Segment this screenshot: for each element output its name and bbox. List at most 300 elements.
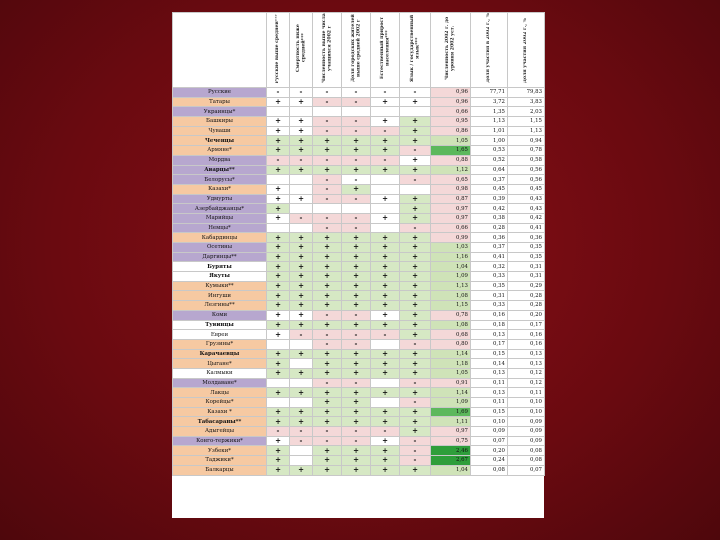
value-cell-v3: 1,13 (508, 126, 545, 136)
indicator-cell: + (342, 407, 371, 417)
indicator-cell: + (290, 146, 313, 156)
value-cell-v3: 0,07 (508, 465, 545, 475)
value-cell-v2: 0,64 (471, 165, 508, 175)
indicator-cell: + (371, 117, 400, 127)
indicator-cell: + (267, 136, 290, 146)
ethnic-group-name: Узбеки* (173, 446, 267, 456)
ethnic-group-name: Немцы* (173, 223, 267, 233)
indicator-cell: + (371, 388, 400, 398)
value-cell-v1: 1,12 (431, 165, 471, 175)
table-row (173, 330, 545, 340)
indicator-cell: + (290, 291, 313, 301)
value-cell-v1: 0,75 (431, 436, 471, 446)
indicator-cell: + (267, 126, 290, 136)
value-cell-v1: 0,97 (431, 213, 471, 223)
indicator-cell: + (342, 146, 371, 156)
value-cell-v2: 0,18 (471, 320, 508, 330)
indicator-cell: + (371, 213, 400, 223)
indicator-cell (400, 184, 431, 194)
indicator-cell: + (267, 291, 290, 301)
indicator-cell: + (290, 417, 313, 427)
indicator-cell: - (313, 117, 342, 127)
indicator-cell: + (290, 320, 313, 330)
indicator-cell: + (400, 349, 431, 359)
indicator-cell: + (267, 165, 290, 175)
indicator-cell: - (342, 155, 371, 165)
value-cell-v1: 0,66 (431, 107, 471, 117)
value-cell-v1: 0,80 (431, 339, 471, 349)
ethnic-group-name: Коми (173, 310, 267, 320)
indicator-cell: + (342, 349, 371, 359)
table-row (173, 291, 545, 301)
table-row (173, 388, 545, 398)
indicator-cell: + (313, 359, 342, 369)
indicator-cell: - (313, 427, 342, 437)
value-cell-v1: 0,65 (431, 175, 471, 185)
ethnic-group-name: Даргинцы** (173, 252, 267, 262)
table-row (173, 320, 545, 330)
value-cell-v1: 1,04 (431, 262, 471, 272)
indicator-cell: - (342, 97, 371, 107)
value-cell-v1: 1,09 (431, 398, 471, 408)
indicator-cell (267, 107, 290, 117)
indicator-cell: + (400, 243, 431, 253)
indicator-cell: + (313, 398, 342, 408)
indicator-cell: + (313, 136, 342, 146)
indicator-cell: + (267, 252, 290, 262)
value-cell-v3: 0,12 (508, 378, 545, 388)
indicator-cell: + (342, 320, 371, 330)
table-row (173, 194, 545, 204)
table-row (173, 252, 545, 262)
indicator-cell: + (267, 243, 290, 253)
indicator-cell: + (371, 291, 400, 301)
indicator-cell: + (371, 146, 400, 156)
value-cell-v1: 1,14 (431, 349, 471, 359)
indicator-cell: + (400, 417, 431, 427)
indicator-cell: + (267, 204, 290, 214)
indicator-cell: - (342, 117, 371, 127)
value-cell-v3: 0,08 (508, 456, 545, 466)
indicator-cell (290, 378, 313, 388)
table-row (173, 204, 545, 214)
header-cell: Доля участия в 2002 г., % (471, 13, 508, 88)
value-cell-v3: 0,43 (508, 194, 545, 204)
value-cell-v3: 0,10 (508, 407, 545, 417)
value-cell-v3: 0,08 (508, 446, 545, 456)
value-cell-v2: 0,38 (471, 213, 508, 223)
value-cell-v3: 0,12 (508, 368, 545, 378)
value-cell-v1: 0,88 (431, 155, 471, 165)
value-cell-v2: 0,52 (471, 155, 508, 165)
value-cell-v2: 0,42 (471, 204, 508, 214)
ethnic-group-name: Марийцы (173, 213, 267, 223)
indicator-cell: - (290, 155, 313, 165)
table-row (173, 107, 545, 117)
header-cell: Численность выше числа учащихся 2002 г (313, 13, 342, 88)
ethnic-group-name: Азербайджанцы* (173, 204, 267, 214)
indicator-cell: - (371, 330, 400, 340)
indicator-cell (371, 175, 400, 185)
indicator-cell: + (342, 262, 371, 272)
value-cell-v2: 0,20 (471, 446, 508, 456)
value-cell-v1: 1,08 (431, 320, 471, 330)
ethnic-group-name: Ингуши (173, 291, 267, 301)
indicator-cell: + (400, 359, 431, 369)
ethnic-group-name: Белорусы* (173, 175, 267, 185)
indicator-cell: + (400, 407, 431, 417)
indicator-cell: + (290, 349, 313, 359)
indicator-cell: + (313, 165, 342, 175)
value-cell-v3: 2,03 (508, 107, 545, 117)
indicator-cell: - (313, 88, 342, 98)
ethnic-group-name: Казахи* (173, 184, 267, 194)
indicator-cell: - (313, 155, 342, 165)
indicator-cell: - (342, 175, 371, 185)
indicator-cell: + (313, 243, 342, 253)
table-row (173, 126, 545, 136)
indicator-cell: - (342, 339, 371, 349)
table-row (173, 243, 545, 253)
indicator-cell: - (313, 223, 342, 233)
ethnic-group-name: Молдаване* (173, 378, 267, 388)
indicator-cell: - (313, 97, 342, 107)
table-row (173, 359, 545, 369)
indicator-cell: + (313, 407, 342, 417)
indicator-cell: + (371, 136, 400, 146)
indicator-cell: + (342, 368, 371, 378)
indicator-cell: + (400, 97, 431, 107)
value-cell-v2: 0,17 (471, 339, 508, 349)
table-row (173, 136, 545, 146)
table-row (173, 310, 545, 320)
indicator-cell: + (313, 281, 342, 291)
value-cell-v2: 0,13 (471, 388, 508, 398)
indicator-cell: - (400, 175, 431, 185)
indicator-cell: + (371, 465, 400, 475)
indicator-cell (290, 456, 313, 466)
indicator-cell: + (267, 436, 290, 446)
indicator-cell: - (313, 194, 342, 204)
indicator-cell: + (290, 310, 313, 320)
value-cell-v1: 1,03 (431, 243, 471, 253)
value-cell-v1: 0,86 (431, 126, 471, 136)
indicator-cell: - (290, 213, 313, 223)
indicator-cell (290, 223, 313, 233)
indicator-cell: + (290, 243, 313, 253)
table-row (173, 465, 545, 475)
value-cell-v1: 0,96 (431, 97, 471, 107)
indicator-cell: + (342, 388, 371, 398)
indicator-cell: + (313, 388, 342, 398)
indicator-cell: - (371, 427, 400, 437)
table-row (173, 436, 545, 446)
value-cell-v3: 0,58 (508, 155, 545, 165)
indicator-cell: + (267, 446, 290, 456)
value-cell-v1: 0,98 (431, 184, 471, 194)
value-cell-v3: 0,09 (508, 436, 545, 446)
header-cell: Язык / государственный язык*** (400, 13, 431, 88)
table-row (173, 417, 545, 427)
table-body (173, 88, 545, 476)
ethnic-group-name: Балкарцы (173, 465, 267, 475)
indicator-cell: + (313, 320, 342, 330)
value-cell-v3: 0,41 (508, 223, 545, 233)
indicator-cell: + (400, 301, 431, 311)
indicator-cell (267, 339, 290, 349)
indicator-cell: - (342, 213, 371, 223)
value-cell-v3: 0,94 (508, 136, 545, 146)
indicator-cell: + (313, 301, 342, 311)
value-cell-v2: 0,08 (471, 465, 508, 475)
indicator-cell: - (290, 436, 313, 446)
indicator-cell: + (342, 291, 371, 301)
indicator-cell: + (313, 456, 342, 466)
indicator-cell: - (342, 223, 371, 233)
value-cell-v3: 0,16 (508, 330, 545, 340)
indicator-cell (342, 107, 371, 117)
indicator-cell: - (267, 427, 290, 437)
value-cell-v2: 0,45 (471, 184, 508, 194)
value-cell-v3: 0,10 (508, 398, 545, 408)
indicator-cell: - (342, 436, 371, 446)
indicator-cell: - (290, 427, 313, 437)
value-cell-v3: 0,28 (508, 291, 545, 301)
value-cell-v1: 0,97 (431, 427, 471, 437)
indicator-cell: - (313, 184, 342, 194)
indicator-cell: + (371, 310, 400, 320)
ethnic-group-name: Цыгане* (173, 359, 267, 369)
indicator-cell: + (290, 281, 313, 291)
value-cell-v1: 1,09 (431, 272, 471, 282)
ethnic-group-name: Адыгейцы (173, 427, 267, 437)
ethnic-group-name: Конго-тержики* (173, 436, 267, 446)
indicator-cell: + (400, 310, 431, 320)
value-cell-v2: 0,31 (471, 291, 508, 301)
indicator-cell (342, 204, 371, 214)
indicator-cell: + (371, 456, 400, 466)
indicator-cell: + (267, 301, 290, 311)
value-cell-v1: 0,68 (431, 330, 471, 340)
value-cell-v2: 1,01 (471, 126, 508, 136)
indicator-cell: + (371, 359, 400, 369)
value-cell-v2: 1,13 (471, 117, 508, 127)
value-cell-v2: 0,11 (471, 398, 508, 408)
indicator-cell (371, 184, 400, 194)
indicator-cell: - (400, 339, 431, 349)
indicator-cell (313, 107, 342, 117)
indicator-cell: + (371, 243, 400, 253)
ethnic-group-name: Корейцы* (173, 398, 267, 408)
value-cell-v2: 0,11 (471, 378, 508, 388)
value-cell-v3: 0,09 (508, 417, 545, 427)
indicator-cell: + (342, 456, 371, 466)
indicator-cell: + (267, 194, 290, 204)
indicator-cell: + (267, 213, 290, 223)
indicator-cell: + (400, 291, 431, 301)
indicator-cell: + (400, 330, 431, 340)
indicator-cell: - (290, 330, 313, 340)
indicator-cell (290, 175, 313, 185)
indicator-cell: + (342, 446, 371, 456)
header-cell: Доля участия 2002 г., % (508, 13, 545, 88)
ethnic-group-name: Лакцы (173, 388, 267, 398)
indicator-cell: - (400, 398, 431, 408)
indicator-cell: + (342, 359, 371, 369)
value-cell-v3: 0,17 (508, 320, 545, 330)
value-cell-v3: 0,35 (508, 243, 545, 253)
indicator-cell: + (371, 165, 400, 175)
table-row (173, 301, 545, 311)
indicator-cell: + (342, 184, 371, 194)
indicator-cell: + (267, 117, 290, 127)
indicator-cell: + (267, 349, 290, 359)
value-cell-v1: 1,05 (431, 368, 471, 378)
value-cell-v1: 0,66 (431, 223, 471, 233)
indicator-cell: + (290, 117, 313, 127)
indicator-cell: + (267, 146, 290, 156)
ethnic-group-name: Лезгины** (173, 301, 267, 311)
indicator-cell: + (290, 407, 313, 417)
data-sheet (172, 12, 544, 518)
indicator-cell: + (313, 349, 342, 359)
value-cell-v2: 0,16 (471, 310, 508, 320)
indicator-cell: - (342, 88, 371, 98)
indicator-cell: + (267, 417, 290, 427)
table-row (173, 146, 545, 156)
value-cell-v2: 0,33 (471, 301, 508, 311)
indicator-cell: + (267, 407, 290, 417)
indicator-cell: + (267, 388, 290, 398)
value-cell-v1: 1,65 (431, 146, 471, 156)
table-row (173, 97, 545, 107)
indicator-cell: + (400, 136, 431, 146)
indicator-cell: - (267, 88, 290, 98)
indicator-cell: + (400, 388, 431, 398)
ethnic-group-name: Татары (173, 97, 267, 107)
indicator-cell (290, 204, 313, 214)
value-cell-v2: 0,24 (471, 456, 508, 466)
indicator-cell: + (267, 262, 290, 272)
table-row (173, 233, 545, 243)
value-cell-v2: 0,53 (471, 146, 508, 156)
indicator-cell: + (400, 126, 431, 136)
value-cell-v2: 0,37 (471, 243, 508, 253)
indicator-cell: + (400, 281, 431, 291)
indicator-cell: + (371, 446, 400, 456)
indicator-cell: + (290, 165, 313, 175)
table-row (173, 456, 545, 466)
indicator-cell: + (342, 243, 371, 253)
indicator-cell: + (371, 262, 400, 272)
value-cell-v3: 0,56 (508, 165, 545, 175)
value-cell-v2: 0,28 (471, 223, 508, 233)
value-cell-v2: 1,00 (471, 136, 508, 146)
indicator-cell (267, 398, 290, 408)
indicator-cell: + (400, 165, 431, 175)
indicator-cell: - (342, 310, 371, 320)
indicator-cell: + (342, 252, 371, 262)
table-row (173, 213, 545, 223)
indicator-cell: + (313, 291, 342, 301)
value-cell-v1: 1,14 (431, 388, 471, 398)
indicator-cell: + (342, 165, 371, 175)
indicator-cell: + (371, 272, 400, 282)
indicator-cell: + (371, 320, 400, 330)
value-cell-v1: 0,78 (431, 310, 471, 320)
indicator-cell: + (290, 252, 313, 262)
indicator-cell: - (371, 88, 400, 98)
indicator-cell: + (371, 301, 400, 311)
indicator-cell: + (267, 97, 290, 107)
value-cell-v1: 1,11 (431, 417, 471, 427)
indicator-cell: + (267, 320, 290, 330)
indicator-cell: - (400, 436, 431, 446)
value-cell-v1: 1,05 (431, 136, 471, 146)
indicator-cell: + (313, 272, 342, 282)
indicator-cell: + (267, 184, 290, 194)
indicator-cell: - (400, 88, 431, 98)
header-row (173, 13, 545, 88)
value-cell-v3: 0,31 (508, 272, 545, 282)
value-cell-v3: 0,16 (508, 339, 545, 349)
value-cell-v2: 0,37 (471, 175, 508, 185)
indicator-cell (371, 339, 400, 349)
indicator-cell (290, 359, 313, 369)
indicator-cell: + (400, 262, 431, 272)
value-cell-v3: 0,11 (508, 388, 545, 398)
indicator-cell: - (313, 126, 342, 136)
value-cell-v3: 0,42 (508, 213, 545, 223)
value-cell-v2: 0,35 (471, 281, 508, 291)
ethnic-table (172, 12, 545, 476)
indicator-cell: + (371, 97, 400, 107)
indicator-cell: - (313, 339, 342, 349)
table-row (173, 272, 545, 282)
table-row (173, 407, 545, 417)
indicator-cell: + (290, 136, 313, 146)
indicator-cell: + (267, 465, 290, 475)
indicator-cell: + (342, 301, 371, 311)
value-cell-v3: 79,83 (508, 88, 545, 98)
table-row (173, 398, 545, 408)
ethnic-group-name: Тувинцы (173, 320, 267, 330)
indicator-cell: - (400, 456, 431, 466)
indicator-cell: + (342, 398, 371, 408)
value-cell-v1: 1,16 (431, 252, 471, 262)
value-cell-v1: 1,08 (431, 291, 471, 301)
indicator-cell: + (342, 272, 371, 282)
ethnic-group-name: Казахи * (173, 407, 267, 417)
ethnic-group-name: Украинцы* (173, 107, 267, 117)
value-cell-v2: 3,72 (471, 97, 508, 107)
value-cell-v2: 0,09 (471, 427, 508, 437)
value-cell-v2: 0,14 (471, 359, 508, 369)
value-cell-v2: 0,13 (471, 330, 508, 340)
indicator-cell: - (342, 126, 371, 136)
table-row (173, 427, 545, 437)
indicator-cell: + (400, 213, 431, 223)
ethnic-group-name: Чеченцы (173, 136, 267, 146)
value-cell-v3: 0,28 (508, 301, 545, 311)
indicator-cell: + (290, 262, 313, 272)
indicator-cell: + (267, 233, 290, 243)
indicator-cell: - (400, 223, 431, 233)
indicator-cell: + (290, 388, 313, 398)
table-row (173, 165, 545, 175)
indicator-cell: + (400, 194, 431, 204)
table-row (173, 223, 545, 233)
